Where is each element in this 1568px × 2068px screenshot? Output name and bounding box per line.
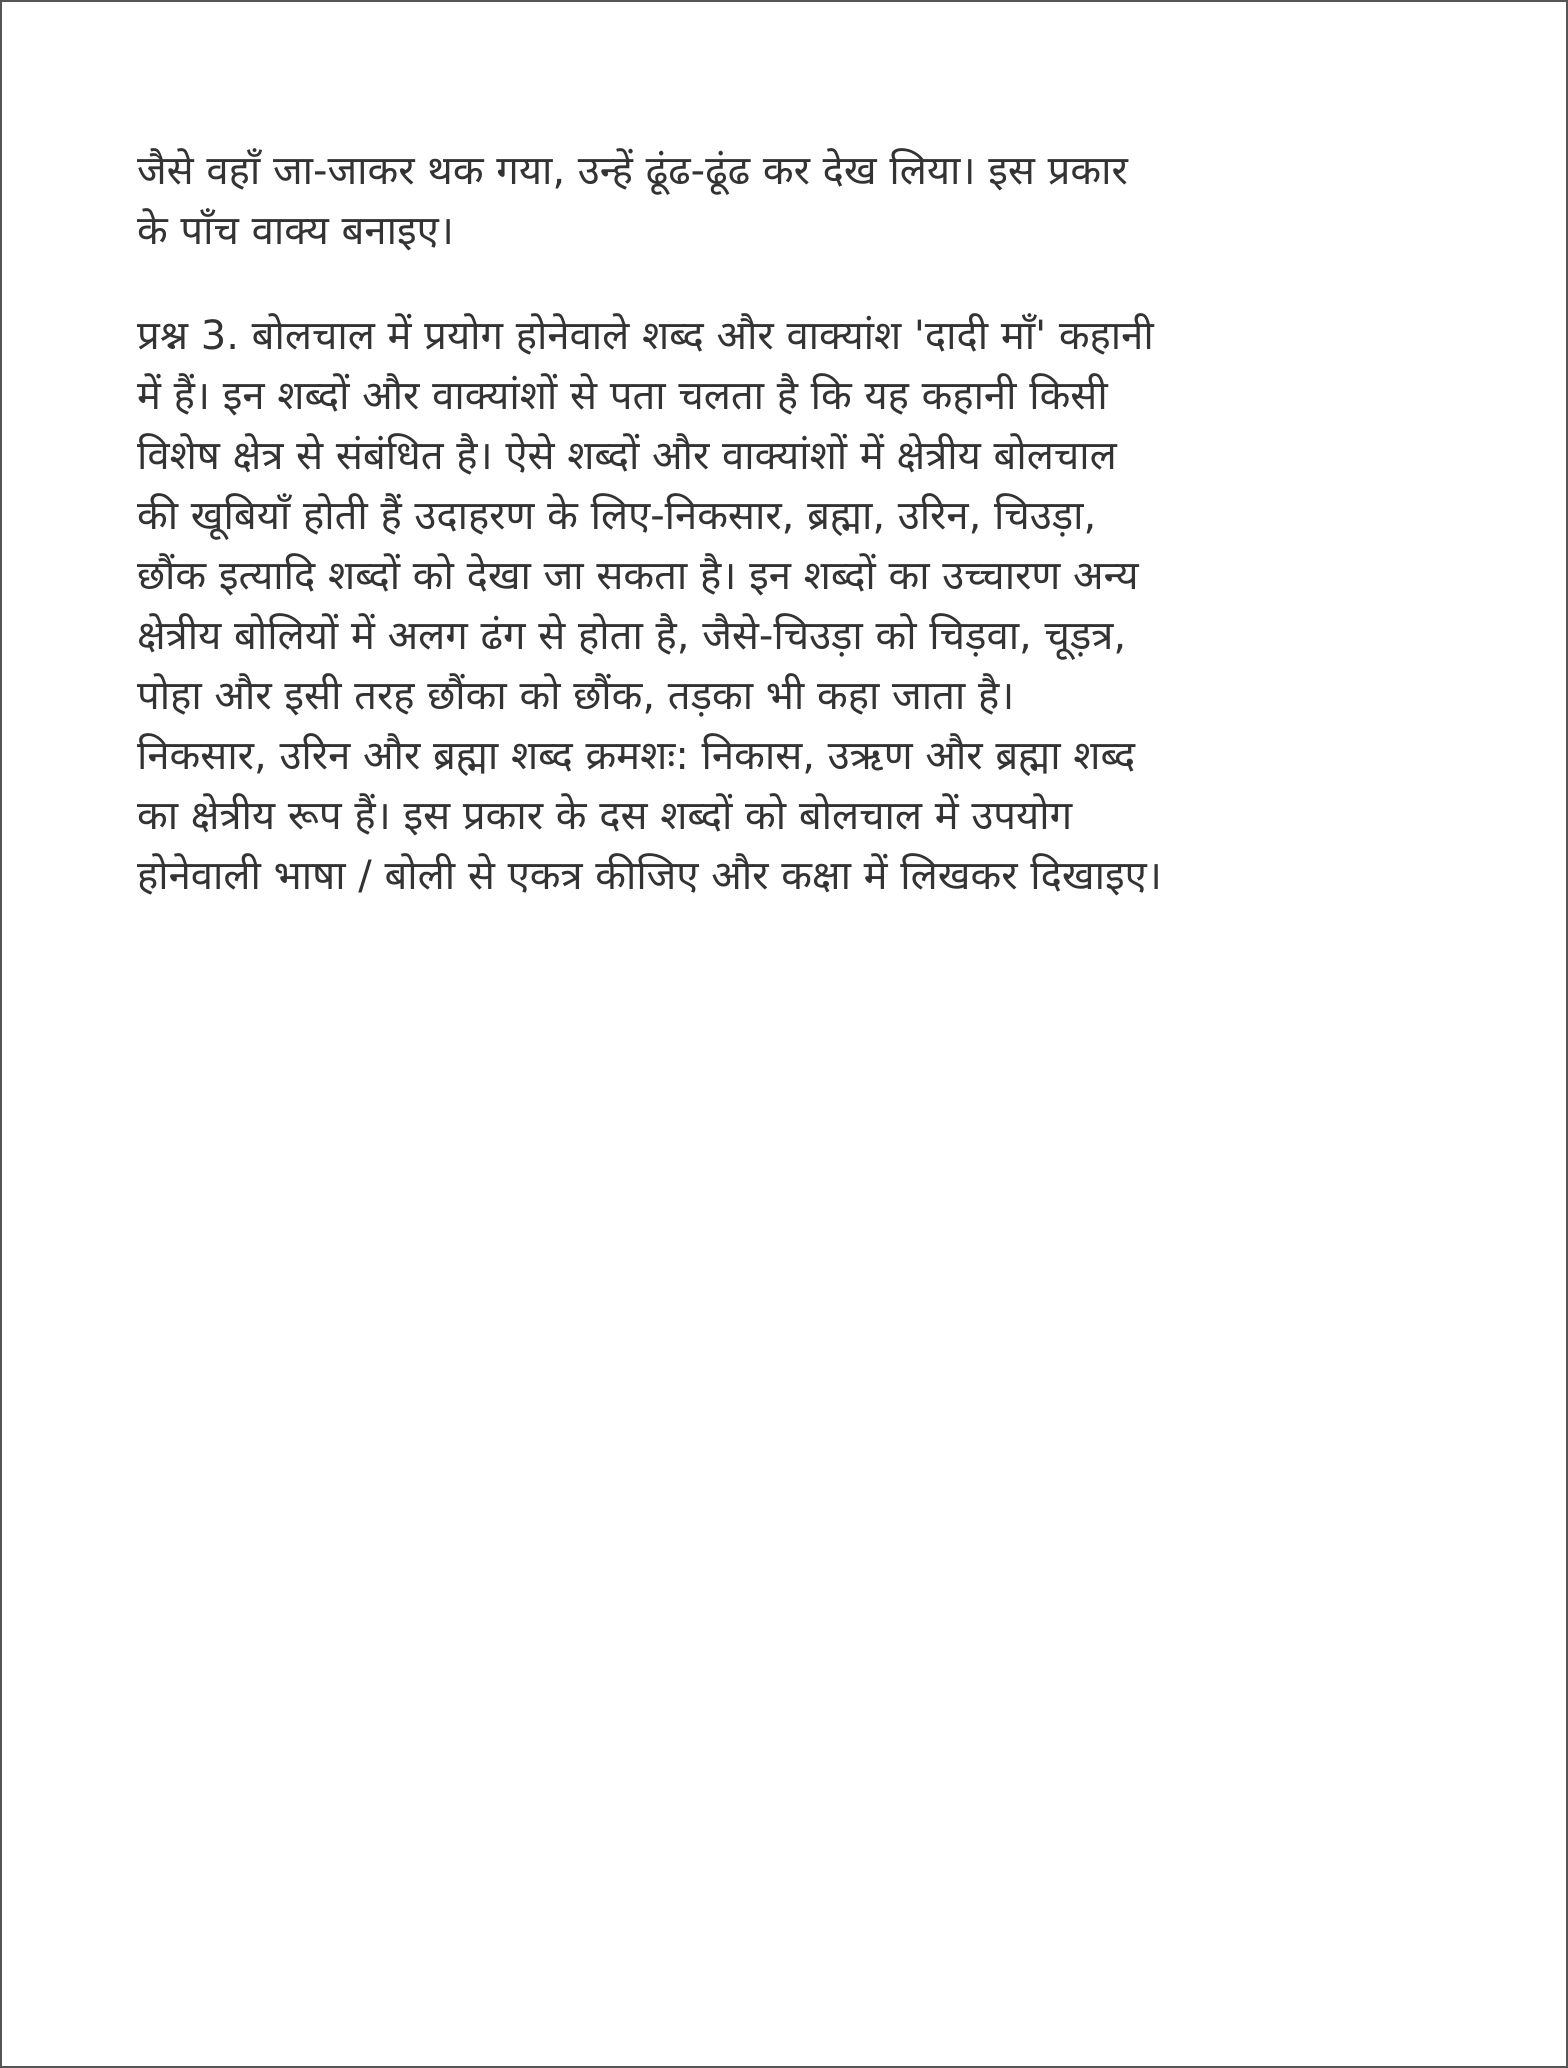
- text-line: प्रश्न 3. बोलचाल में प्रयोग होनेवाले शब्द और वाक्यांश 'दादी माँ' कहानी: [137, 313, 1154, 359]
- text-line: में हैं। इन शब्दों और वाक्यांशों से पता चलता है कि यह कहानी किसी: [137, 373, 1108, 419]
- text-line: होनेवाली भाषा / बोली से एकत्र कीजिए और कक्षा में लिखकर दिखाइए।: [137, 853, 1162, 899]
- text-line: छौंक इत्यादि शब्दों को देखा जा सकता है। इन शब्दों का उच्चारण अन्य: [137, 553, 1139, 599]
- paragraph-question-3: [137, 306, 1457, 906]
- page-content: [137, 141, 1457, 951]
- text-line: के पाँच वाक्य बनाइए।: [137, 208, 454, 254]
- text-line: पोहा और इसी तरह छौंका को छौंक, तड़का भी कहा जाता है।: [137, 673, 1015, 719]
- text-line: का क्षेत्रीय रूप हैं। इस प्रकार के दस शब्दों को बोलचाल में उपयोग: [137, 793, 1073, 839]
- text-line: निकसार, उरिन और ब्रह्मा शब्द क्रमशः: निकास, उऋण और ब्रह्मा शब्द: [137, 733, 1136, 779]
- text-line: की खूबियाँ होती हैं उदाहरण के लिए-निकसार, ब्रह्मा, उरिन, चिउड़ा,: [137, 493, 1097, 539]
- text-line: विशेष क्षेत्र से संबंधित है। ऐसे शब्दों और वाक्यांशों में क्षेत्रीय बोलचाल: [137, 433, 1117, 479]
- paragraph-instruction: [137, 141, 1457, 261]
- text-line: क्षेत्रीय बोलियों में अलग ढंग से होता है, जैसे-चिउड़ा को चिड़वा, चूड़त्र,: [137, 613, 1127, 659]
- text-line: जैसे वहाँ जा-जाकर थक गया, उन्हें ढूंढ-ढूंढ कर देख लिया। इस प्रकार: [137, 148, 1128, 194]
